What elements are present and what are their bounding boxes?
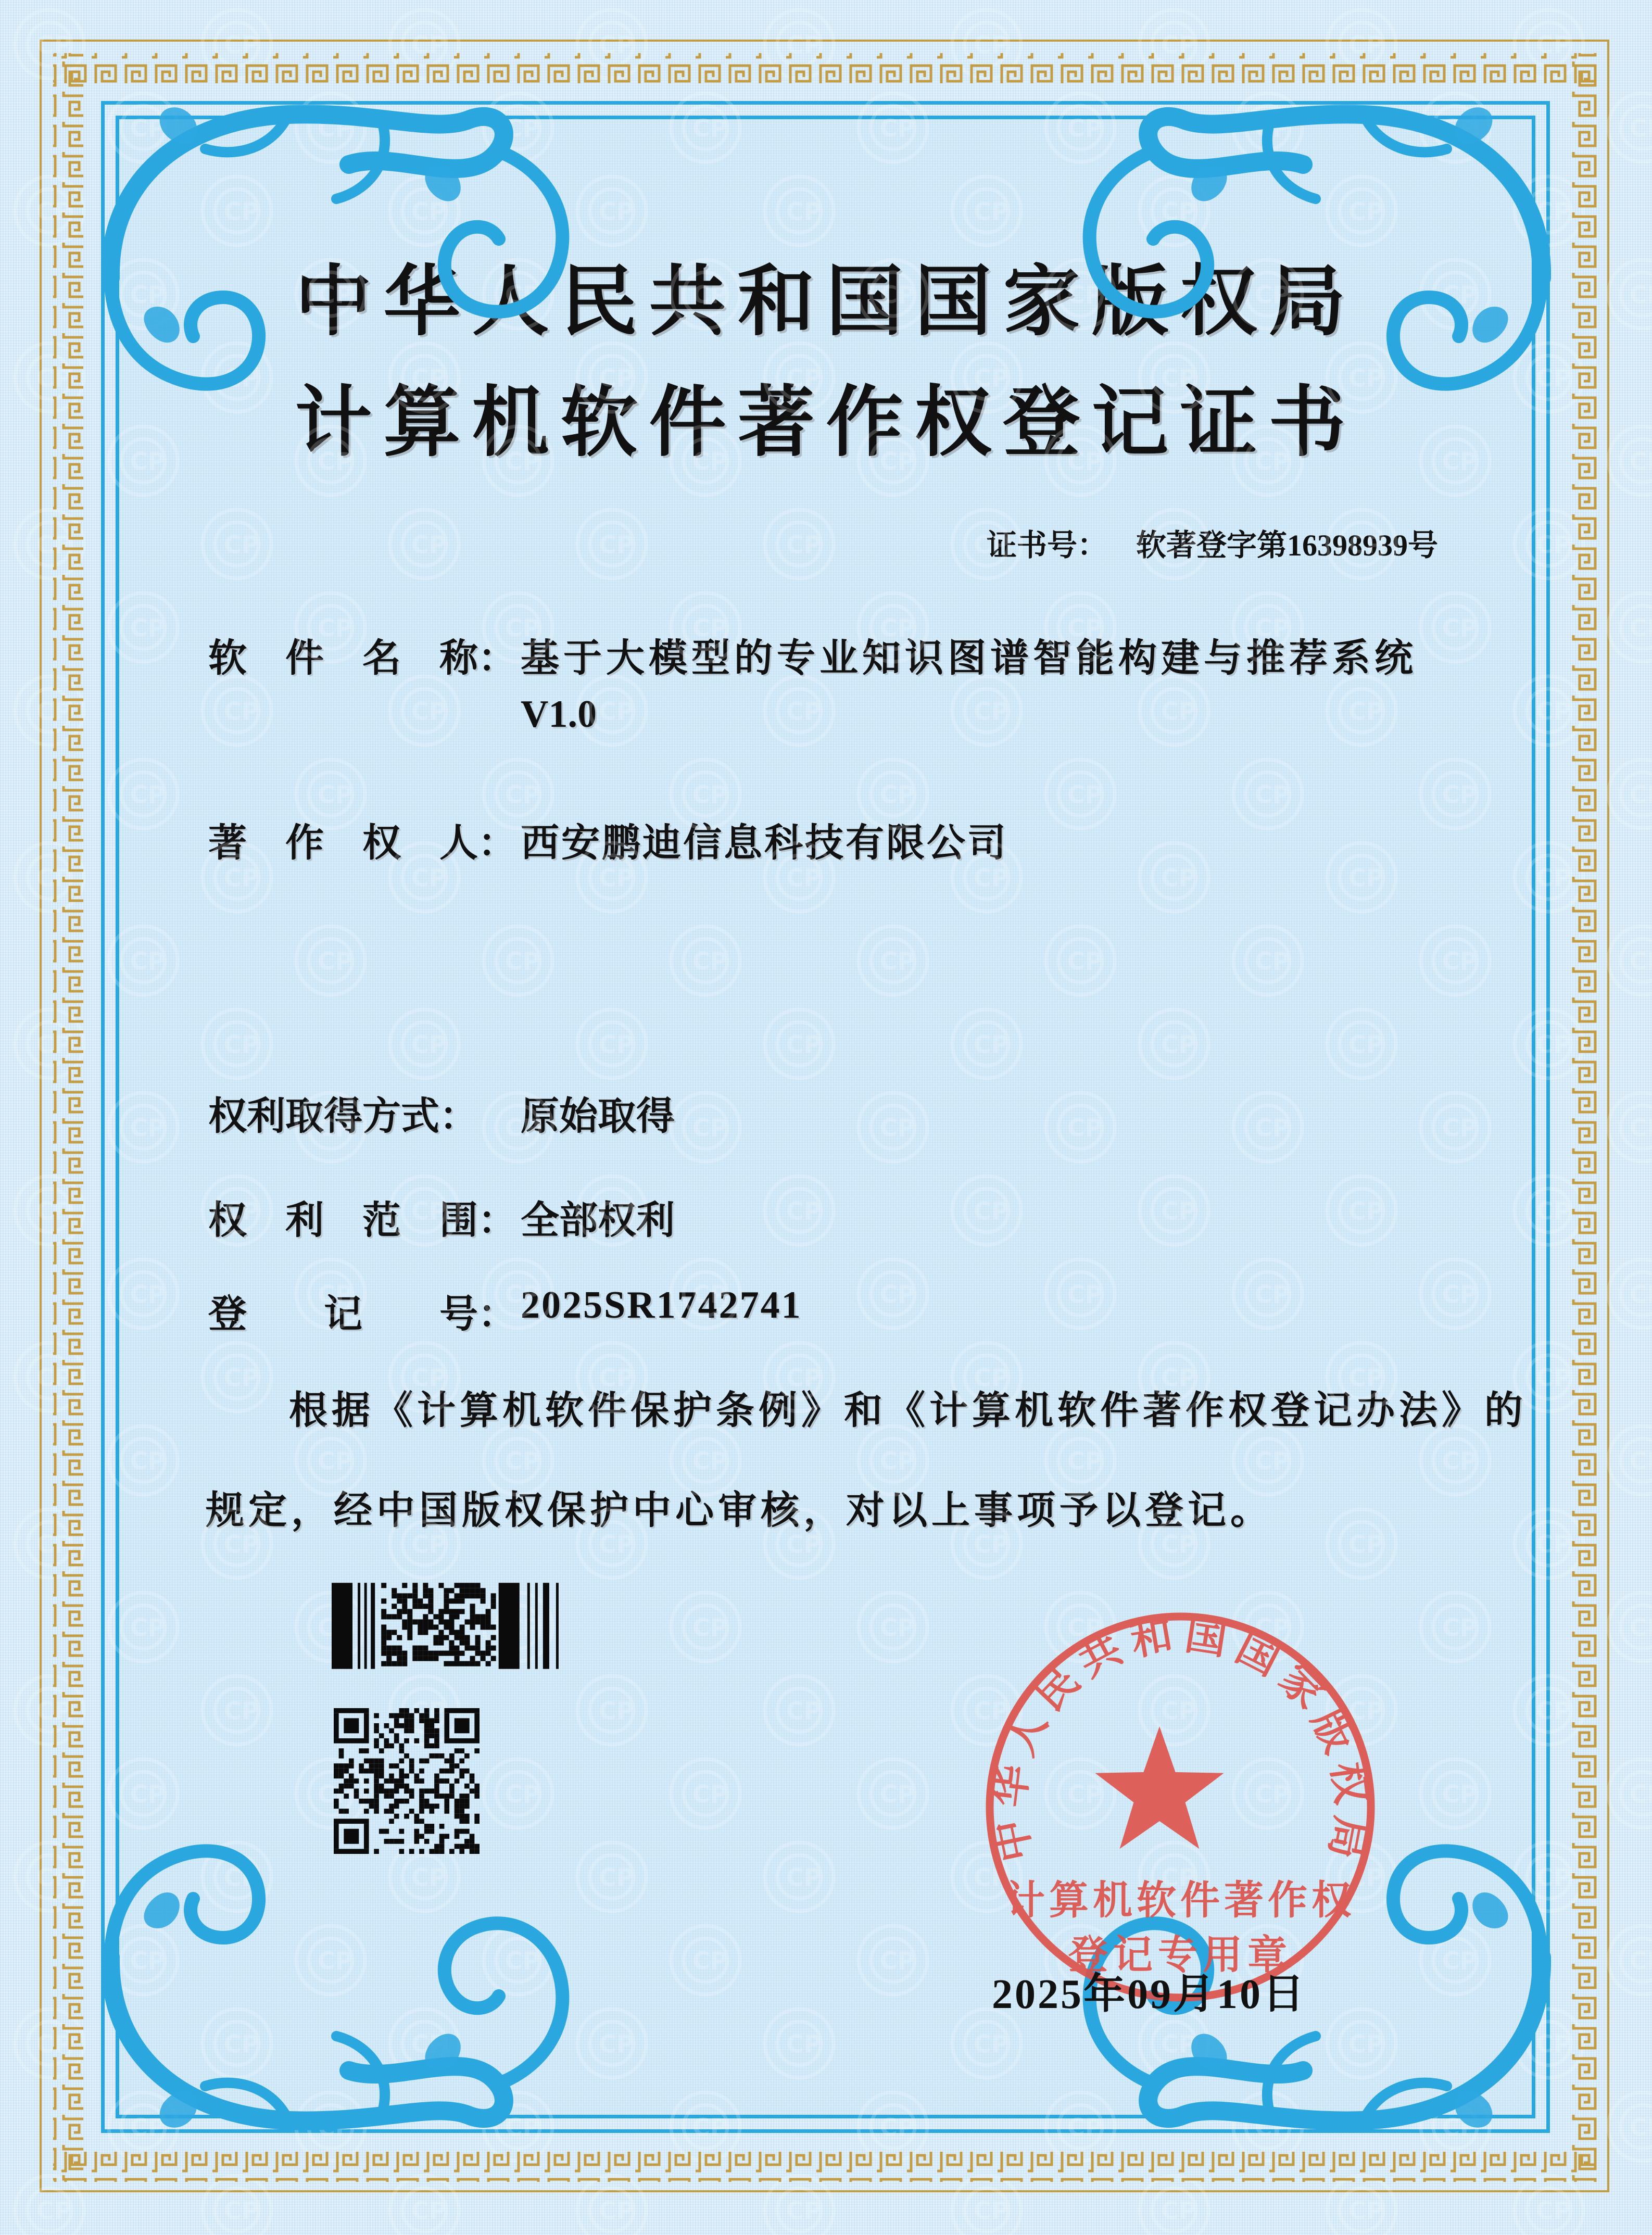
field-label-copyright-holder: 著 作 权 人： [208,822,516,865]
field-label-acquisition-method: 权利取得方式： [208,1095,478,1138]
seal-line-2: 登记专用章 [1068,1934,1292,1977]
field-value-acquisition-method: 原始取得 [521,1095,675,1138]
statement-line-1: 根据《计算机软件保护条例》和《计算机软件著作权登记办法》的 [289,1390,1527,1432]
field-value-registration-number: 2025SR1742741 [521,1284,802,1327]
certificate-subtitle: 计算机软件著作权登记证书 [295,381,1357,466]
field-value-version: V1.0 [521,693,597,736]
field-label-registration-number: 登 记 号： [208,1293,516,1336]
cert-number-value: 软著登字第16398939号 [1136,528,1439,562]
barcode-image [332,1583,577,1669]
field-label-rights-scope: 权 利 范 围： [208,1199,516,1242]
seal-ring-text: 中华人民共和国国家版权局 [986,1612,1374,1866]
qr-code-image [334,1708,480,1854]
certificate-title: 中华人民共和国国家版权局 [295,260,1357,345]
statement-line-2: 规定，经中国版权保护中心审核，对以上事项予以登记。 [206,1489,1273,1532]
seal-line-1: 计算机软件著作权 [1005,1879,1355,1923]
issue-date: 2025年09月10日 [992,1972,1306,2017]
cert-number-label: 证书号： [987,528,1108,562]
official-seal [975,1601,1386,2013]
seal-star-icon [1095,1726,1224,1849]
field-label-software-name: 软 件 名 称： [208,637,516,680]
field-value-rights-scope: 全部权利 [521,1199,675,1242]
field-value-copyright-holder: 西安鹏迪信息科技有限公司 [521,822,1008,865]
field-value-software-name: 基于大模型的专业知识图谱智能构建与推荐系统 [521,637,1417,680]
